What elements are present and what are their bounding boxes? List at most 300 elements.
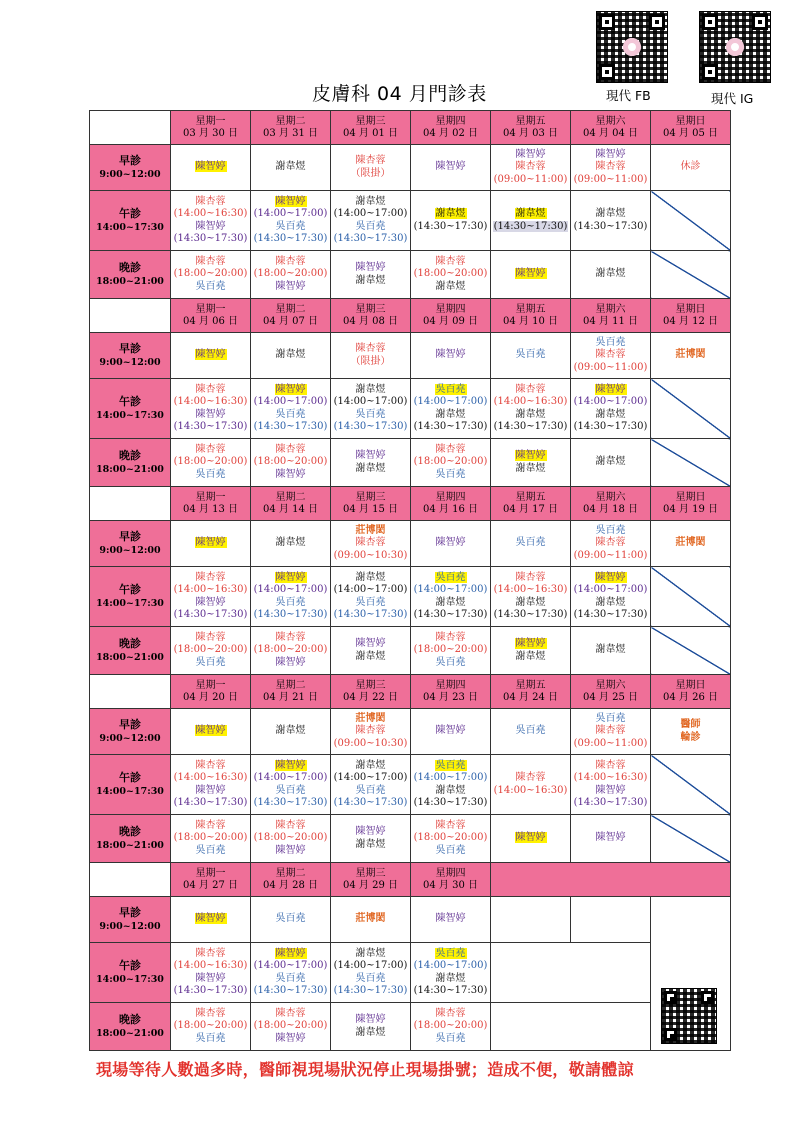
schedule-entry-text: 陳智婷 [195,972,226,984]
schedule-entry-text: (14:30~17:30) [413,609,488,620]
session-label [90,521,171,567]
schedule-entry-text: 陳杏蓉 [195,255,226,267]
schedule-entry-text: 吳百堯 [515,537,546,549]
schedule-entry-text: (14:00~16:30) [493,396,568,407]
schedule-cell [171,627,251,675]
schedule-cell [251,567,331,627]
schedule-cell [171,815,251,863]
schedule-cell [251,1003,331,1051]
schedule-entry-text: 吳百堯 [195,280,226,292]
date-label: 04 月 06 日 [183,315,238,327]
schedule-entry-text: 吳百堯 [435,844,466,856]
day-header [251,299,331,333]
weekday-label: 星期日 [675,115,706,127]
morning-session-row [90,521,731,567]
schedule-cell [251,191,331,251]
schedule-cell [251,333,331,379]
day-header [491,299,571,333]
schedule-cell [331,567,411,627]
schedule-entry-text: (14:00~17:00) [413,584,488,595]
schedule-cell [491,627,571,675]
schedule-entry-text: (14:00~17:00) [573,584,648,595]
schedule-entry-text: (14:30~17:30) [253,609,328,620]
schedule-entry-text: 陳智婷 [515,638,546,649]
schedule-entry-text: (18:00~20:00) [253,644,328,656]
schedule-entry-text: (14:00~16:30) [173,584,248,595]
schedule-entry-text: (18:00~20:00) [173,456,248,468]
evening-session-row [90,439,731,487]
schedule-entry-text: 陳智婷 [435,913,466,925]
afternoon-session-row [90,379,731,439]
session-name: 早診 [119,153,141,167]
schedule-cell [411,627,491,675]
session-label [90,379,171,439]
weekday-label: 星期五 [515,491,546,503]
closed-cell [651,755,731,815]
afternoon-session-row [90,755,731,815]
date-label: 04 月 23 日 [423,691,478,703]
schedule-entry-text: 謝韋煜 [435,972,466,984]
schedule-entry-text: 吳百堯 [195,844,226,856]
schedule-cell [331,521,411,567]
schedule-entry-text: 休診 [680,161,701,173]
session-time: 18:00~21:00 [96,275,164,287]
date-label: 04 月 15 日 [343,503,398,515]
schedule-entry-text: 陳智婷 [195,349,226,361]
schedule-entry-text: 陳杏蓉 [355,155,386,166]
schedule-entry-text: (18:00~20:00) [253,456,328,468]
day-header [331,111,411,145]
schedule-entry-text: 陳杏蓉 [355,725,386,737]
day-header [651,111,731,145]
schedule-entry-text: 謝韋煜 [355,195,386,207]
weekday-label: 星期一 [195,491,226,503]
schedule-entry-text: 吳百堯 [515,349,546,361]
schedule-entry-text: 謝韋煜 [355,383,386,395]
date-label: 04 月 14 日 [263,503,318,515]
day-header [571,675,651,709]
weekday-label: 星期二 [275,491,306,503]
schedule-entry-text: 謝韋煜 [355,650,386,662]
schedule-entry-text: (14:00~16:30) [173,396,248,407]
schedule-cell [331,1003,411,1051]
schedule-entry-text: 陳杏蓉 [515,571,546,583]
schedule-cell [251,145,331,191]
day-header [571,487,651,521]
footer-notice: 現場等待人數過多時，醫師視現場狀況停止現場掛號；造成不便，敬請體諒 [96,1060,634,1079]
schedule-entry-text: 醫師 [680,719,701,730]
session-time: 14:00~17:30 [96,409,164,421]
schedule-entry-text: 謝韋煜 [435,596,466,608]
date-label: 04 月 21 日 [263,691,318,703]
schedule-cell [171,1003,251,1051]
afternoon-session-row [90,943,731,1003]
schedule-entry-text: 陳杏蓉 [355,343,386,354]
weekday-label: 星期三 [355,303,386,315]
schedule-cell [411,1003,491,1051]
weekday-label: 星期三 [355,867,386,879]
schedule-cell [411,521,491,567]
date-label: 04 月 12 日 [663,315,718,327]
qr-code-ig[interactable] [699,11,771,83]
date-label: 04 月 27 日 [183,879,238,891]
schedule-entry-text: 陳智婷 [275,656,306,668]
blank-corner-cell [90,111,171,145]
schedule-entry-text: (14:30~17:30) [333,609,408,620]
day-header [651,675,731,709]
weekday-label: 星期二 [275,679,306,691]
weekday-label: 星期五 [515,115,546,127]
schedule-entry-text: 陳杏蓉 [435,631,466,643]
schedule-cell [331,709,411,755]
schedule-cell [171,379,251,439]
schedule-entry-text: (14:30~17:30) [173,609,248,620]
schedule-cell [251,439,331,487]
schedule-entry-text: 陳杏蓉 [275,1007,306,1019]
schedule-entry-text: (14:30~17:30) [253,233,328,244]
schedule-entry-text: 陳杏蓉 [435,1007,466,1019]
schedule-entry-text: (14:00~16:30) [573,772,648,783]
week-header-row [90,487,731,521]
schedule-entry-text: (14:00~16:30) [173,772,248,783]
schedule-entry-text: 吳百堯 [275,913,306,925]
schedule-entry-text: 陳智婷 [355,1014,386,1025]
schedule-entry-text: 謝韋煜 [515,596,546,608]
session-time: 18:00~21:00 [96,1027,164,1039]
schedule-entry-text: (14:30~17:30) [413,797,488,808]
weekday-label: 星期日 [675,303,706,315]
schedule-entry-text: 陳杏蓉 [435,255,466,267]
schedule-cell [331,439,411,487]
schedule-entry-text: (14:00~17:00) [253,396,328,407]
schedule-cell [571,191,651,251]
closed-cell [651,439,731,487]
schedule-cell [571,521,651,567]
session-time: 18:00~21:00 [96,463,164,475]
session-time: 9:00~12:00 [99,356,161,368]
evening-session-row [90,627,731,675]
date-label: 04 月 03 日 [503,127,558,139]
date-label: 03 月 30 日 [183,127,238,139]
session-time: 14:00~17:30 [96,785,164,797]
week-header-row [90,299,731,333]
day-header [171,111,251,145]
schedule-entry-text: 陳杏蓉 [515,383,546,395]
schedule-cell [331,333,411,379]
session-name: 午診 [119,770,141,784]
week-header-row [90,675,731,709]
schedule-entry-text: 吳百堯 [195,1032,226,1044]
schedule-entry-text: 謝韋煜 [355,462,386,474]
weekday-label: 星期二 [275,867,306,879]
schedule-entry-text: (14:30~17:30) [333,985,408,996]
session-time: 9:00~12:00 [99,168,161,180]
schedule-entry-text: 陳杏蓉 [195,759,226,771]
schedule-entry-text: 謝韋煜 [275,537,306,549]
schedule-entry-text: 謝韋煜 [355,274,386,286]
session-label [90,627,171,675]
schedule-entry-text: (14:30~17:30) [333,421,408,432]
day-header [411,487,491,521]
schedule-entry-text: 陳杏蓉 [515,772,546,783]
schedule-entry-text: 吳百堯 [355,220,386,232]
weekday-label: 星期四 [435,115,466,127]
schedule-entry-text: 謝韋煜 [515,408,546,420]
schedule-entry-text: (14:00~17:00) [253,772,328,783]
schedule-entry-text: 陳智婷 [355,450,386,461]
schedule-cell [331,755,411,815]
schedule-entry-text: (09:00~11:00) [573,737,648,749]
schedule-cell [411,379,491,439]
schedule-cell [331,815,411,863]
day-header [251,487,331,521]
session-time: 14:00~17:30 [96,973,164,985]
weekday-label: 星期一 [195,303,226,315]
day-header [411,111,491,145]
schedule-cell [411,755,491,815]
schedule-entry-text: 陳杏蓉 [275,631,306,643]
date-label: 04 月 04 日 [583,127,638,139]
schedule-entry-text: (14:30~17:30) [173,985,248,996]
schedule-entry-text: (14:00~17:00) [253,960,328,971]
session-label [90,1003,171,1051]
schedule-cell [411,815,491,863]
schedule-entry-text: (14:30~17:30) [253,421,328,432]
evening-session-row [90,815,731,863]
session-label [90,191,171,251]
schedule-entry-text: (14:00~17:00) [413,772,488,783]
schedule-cell [491,251,571,299]
schedule-entry-text: 吳百堯 [595,524,626,536]
session-name: 晚診 [119,448,141,462]
schedule-cell [411,333,491,379]
closed-cell [651,567,731,627]
schedule-entry-text: （限掛） [350,355,391,367]
session-name: 晚診 [119,260,141,274]
qr-code-bottom[interactable] [661,988,717,1044]
schedule-cell [491,521,571,567]
evening-session-row [90,251,731,299]
schedule-entry-text: 陳智婷 [355,262,386,273]
schedule-entry-text: 吳百堯 [275,784,306,796]
schedule-entry-text: (14:00~16:30) [493,784,568,796]
schedule-cell [571,379,651,439]
session-name: 晚診 [119,636,141,650]
weekday-label: 星期一 [195,115,226,127]
schedule-entry-text: (18:00~20:00) [173,644,248,656]
day-header [331,299,411,333]
afternoon-session-row [90,191,731,251]
schedule-entry-text: (14:30~17:30) [253,797,328,808]
day-header [491,111,571,145]
blank-corner-cell [90,675,171,709]
schedule-cell [571,333,651,379]
schedule-entry-text: 陳杏蓉 [595,349,626,361]
schedule-cell [251,709,331,755]
date-label: 04 月 17 日 [503,503,558,515]
schedule-entry-text: （限掛） [350,167,391,179]
schedule-entry-text: 吳百堯 [515,725,546,737]
date-label: 04 月 07 日 [263,315,318,327]
schedule-entry-text: 謝韋煜 [435,208,466,219]
schedule-cell [491,567,571,627]
session-label [90,145,171,191]
day-header [571,299,651,333]
schedule-cell [411,439,491,487]
closed-cell [651,815,731,863]
schedule-cell [171,521,251,567]
day-header [411,299,491,333]
schedule-cell [571,251,651,299]
schedule-cell [331,379,411,439]
schedule-entry-text: 陳智婷 [195,784,226,796]
schedule-entry-text: 陳智婷 [275,1032,306,1044]
schedule-entry-text: (14:30~17:30) [173,797,248,808]
schedule-entry-text: (14:30~17:30) [493,609,568,620]
schedule-entry-text: (14:00~16:30) [173,960,248,971]
schedule-entry-text: 陳智婷 [195,161,226,173]
session-label [90,439,171,487]
day-header [411,675,491,709]
schedule-cell [491,145,571,191]
closed-cell [651,251,731,299]
date-label: 04 月 02 日 [423,127,478,139]
session-name: 早診 [119,341,141,355]
schedule-cell [411,709,491,755]
schedule-entry-text: 陳智婷 [355,826,386,837]
weekday-label: 星期二 [275,115,306,127]
schedule-entry-text: 謝韋煜 [595,268,626,280]
session-name: 早診 [119,529,141,543]
schedule-cell [331,897,411,943]
session-name: 午診 [119,394,141,408]
schedule-entry-text: 陳杏蓉 [435,819,466,831]
schedule-entry-text: (18:00~20:00) [173,832,248,844]
weekday-label: 星期六 [595,115,626,127]
schedule-cell [171,755,251,815]
session-name: 午診 [119,958,141,972]
schedule-cell [171,709,251,755]
schedule-cell [331,191,411,251]
schedule-entry-text: 陳智婷 [435,537,466,549]
schedule-entry-text: 謝韋煜 [595,596,626,608]
schedule-entry-text: (14:30~17:30) [493,421,568,432]
week-header-row [90,863,731,897]
weekday-label: 星期日 [675,491,706,503]
session-name: 午診 [119,206,141,220]
schedule-entry-text: 陳智婷 [195,220,226,232]
empty-header-cell [491,863,731,897]
schedule-cell [171,191,251,251]
schedule-entry-text: 謝韋煜 [435,784,466,796]
schedule-entry-text: 陳智婷 [595,571,626,583]
session-time: 18:00~21:00 [96,651,164,663]
schedule-entry-text: 莊博閎 [675,537,706,549]
schedule-cell [251,943,331,1003]
schedule-entry-text: 陳杏蓉 [195,631,226,643]
date-label: 04 月 28 日 [263,879,318,891]
morning-session-row [90,145,731,191]
schedule-entry-text: 輪診 [680,731,701,743]
schedule-entry-text: (14:30~17:30) [573,421,648,432]
closed-cell [651,627,731,675]
schedule-entry-text: 陳杏蓉 [355,537,386,549]
clinic-schedule-table [89,110,731,1051]
schedule-entry-text: 陳智婷 [195,596,226,608]
weekday-label: 星期二 [275,303,306,315]
morning-session-row [90,333,731,379]
schedule-cell [491,709,571,755]
schedule-entry-text: 吳百堯 [595,336,626,348]
schedule-cell [571,145,651,191]
schedule-cell [251,251,331,299]
schedule-entry-text: (14:00~17:00) [413,396,488,407]
schedule-entry-text: 吳百堯 [435,1032,466,1044]
qr-code-fb[interactable] [596,11,668,83]
schedule-entry-text: (14:30~17:30) [413,985,488,996]
schedule-entry-text: 吳百堯 [435,947,466,959]
weekday-label: 星期六 [595,679,626,691]
schedule-entry-text: 莊博閎 [355,913,386,925]
schedule-cell [171,943,251,1003]
schedule-entry-text: 陳智婷 [435,161,466,173]
page-title: 皮膚科 04 月門診表 [312,83,487,105]
schedule-entry-text: 陳智婷 [595,383,626,395]
schedule-entry-text: 莊博閎 [675,349,706,361]
schedule-entry-text: 吳百堯 [435,656,466,668]
schedule-cell [571,815,651,863]
schedule-entry-text: 陳杏蓉 [275,819,306,831]
date-label: 04 月 13 日 [183,503,238,515]
schedule-entry-text: (18:00~20:00) [413,456,488,468]
date-label: 04 月 18 日 [583,503,638,515]
session-name: 晚診 [119,824,141,838]
schedule-entry-text: (18:00~20:00) [173,268,248,280]
closed-cell [651,379,731,439]
schedule-entry-text: 陳智婷 [595,148,626,160]
schedule-cell [251,521,331,567]
schedule-entry-text: 陳智婷 [355,638,386,649]
schedule-entry-text: 陳杏蓉 [435,443,466,455]
session-label [90,815,171,863]
day-header [651,487,731,521]
schedule-entry-text: 謝韋煜 [355,838,386,850]
session-time: 9:00~12:00 [99,544,161,556]
schedule-entry-text: 謝韋煜 [355,947,386,959]
schedule-entry-text: (14:00~17:00) [333,208,408,219]
schedule-cell [251,379,331,439]
schedule-entry-text: 謝韋煜 [595,408,626,420]
schedule-entry-text: (14:00~17:00) [573,396,648,407]
schedule-cell [331,943,411,1003]
weekday-label: 星期一 [195,679,226,691]
schedule-entry-text: 謝韋煜 [595,644,626,656]
schedule-entry-text: (14:30~17:30) [413,421,488,432]
schedule-entry-text: 陳智婷 [515,148,546,160]
schedule-cell [411,145,491,191]
schedule-entry-text: 陳智婷 [275,383,306,395]
weekday-label: 星期三 [355,491,386,503]
schedule-entry-text: 陳智婷 [435,349,466,361]
date-label: 04 月 05 日 [663,127,718,139]
schedule-entry-text: 陳杏蓉 [195,195,226,207]
schedule-entry-text: 陳智婷 [275,468,306,480]
schedule-entry-text: 陳杏蓉 [195,571,226,583]
day-header [171,487,251,521]
schedule-entry-text: 吳百堯 [435,383,466,395]
afternoon-session-row [90,567,731,627]
schedule-entry-text: (14:30~17:30) [413,220,488,232]
